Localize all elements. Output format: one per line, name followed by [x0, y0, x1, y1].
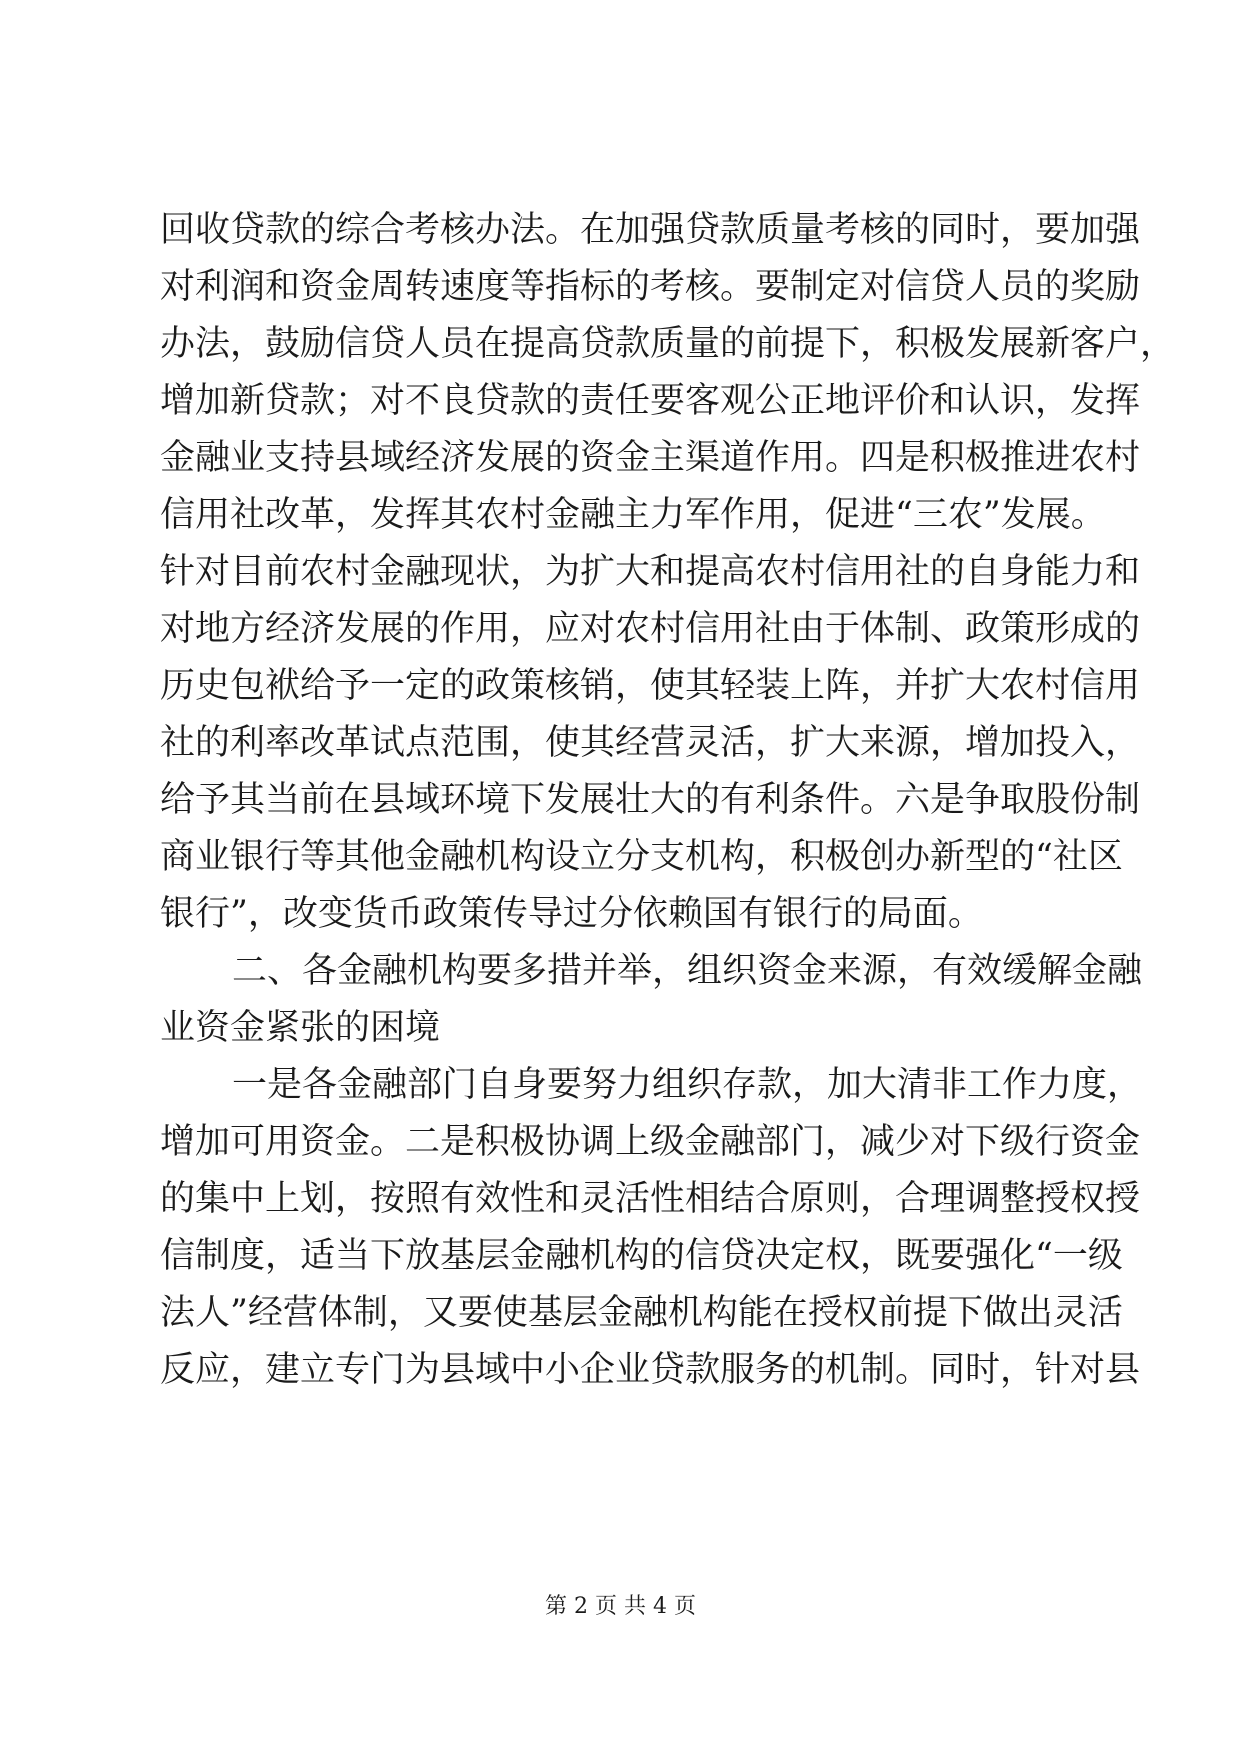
body-line: 办法，鼓励信贷人员在提高贷款质量的前提下，积极发展新客户，: [160, 324, 1176, 364]
body-line: 银行”，改变货币政策传导过分依赖国有银行的局面。: [160, 894, 983, 934]
body-line: 的集中上划，按照有效性和灵活性相结合原则，合理调整授权授: [160, 1179, 1141, 1219]
section-heading-line: 业资金紧张的困境: [160, 1008, 441, 1048]
body-line: 对地方经济发展的作用，应对农村信用社由于体制、政策形成的: [160, 609, 1141, 649]
body-line: 法人”经营体制，又要使基层金融机构能在授权前提下做出灵活: [160, 1293, 1123, 1333]
section-heading-line: 二、各金融机构要多措并举，组织资金来源，有效缓解金融: [232, 951, 1143, 991]
body-line: 反应，建立专门为县域中小企业贷款服务的机制。同时，针对县: [160, 1350, 1141, 1390]
body-line: 金融业支持县域经济发展的资金主渠道作用。四是积极推进农村: [160, 438, 1141, 478]
body-line: 商业银行等其他金融机构设立分支机构，积极创办新型的“社区: [160, 837, 1123, 877]
body-line: 针对目前农村金融现状，为扩大和提高农村信用社的自身能力和: [160, 552, 1141, 592]
body-line: 历史包袱给予一定的政策核销，使其轻装上阵，并扩大农村信用: [160, 666, 1141, 706]
body-line: 一是各金融部门自身要努力组织存款，加大清非工作力度，: [232, 1065, 1143, 1105]
body-line: 回收贷款的综合考核办法。在加强贷款质量考核的同时，要加强: [160, 210, 1141, 250]
body-line: 信用社改革，发挥其农村金融主力军作用，促进“三农”发展。: [160, 495, 1106, 535]
page-footer: 第 2 页 共 4 页: [545, 1594, 696, 1619]
body-line: 对利润和资金周转速度等指标的考核。要制定对信贷人员的奖励: [160, 267, 1141, 307]
body-line: 给予其当前在县域环境下发展壮大的有利条件。六是争取股份制: [160, 780, 1141, 820]
body-line: 增加可用资金。二是积极协调上级金融部门，减少对下级行资金: [160, 1122, 1141, 1162]
body-line: 信制度，适当下放基层金融机构的信贷决定权，既要强化“一级: [160, 1236, 1123, 1276]
body-line: 社的利率改革试点范围，使其经营灵活，扩大来源，增加投入，: [160, 723, 1141, 763]
body-line: 增加新贷款；对不良贷款的责任要客观公正地评价和认识，发挥: [160, 381, 1141, 421]
